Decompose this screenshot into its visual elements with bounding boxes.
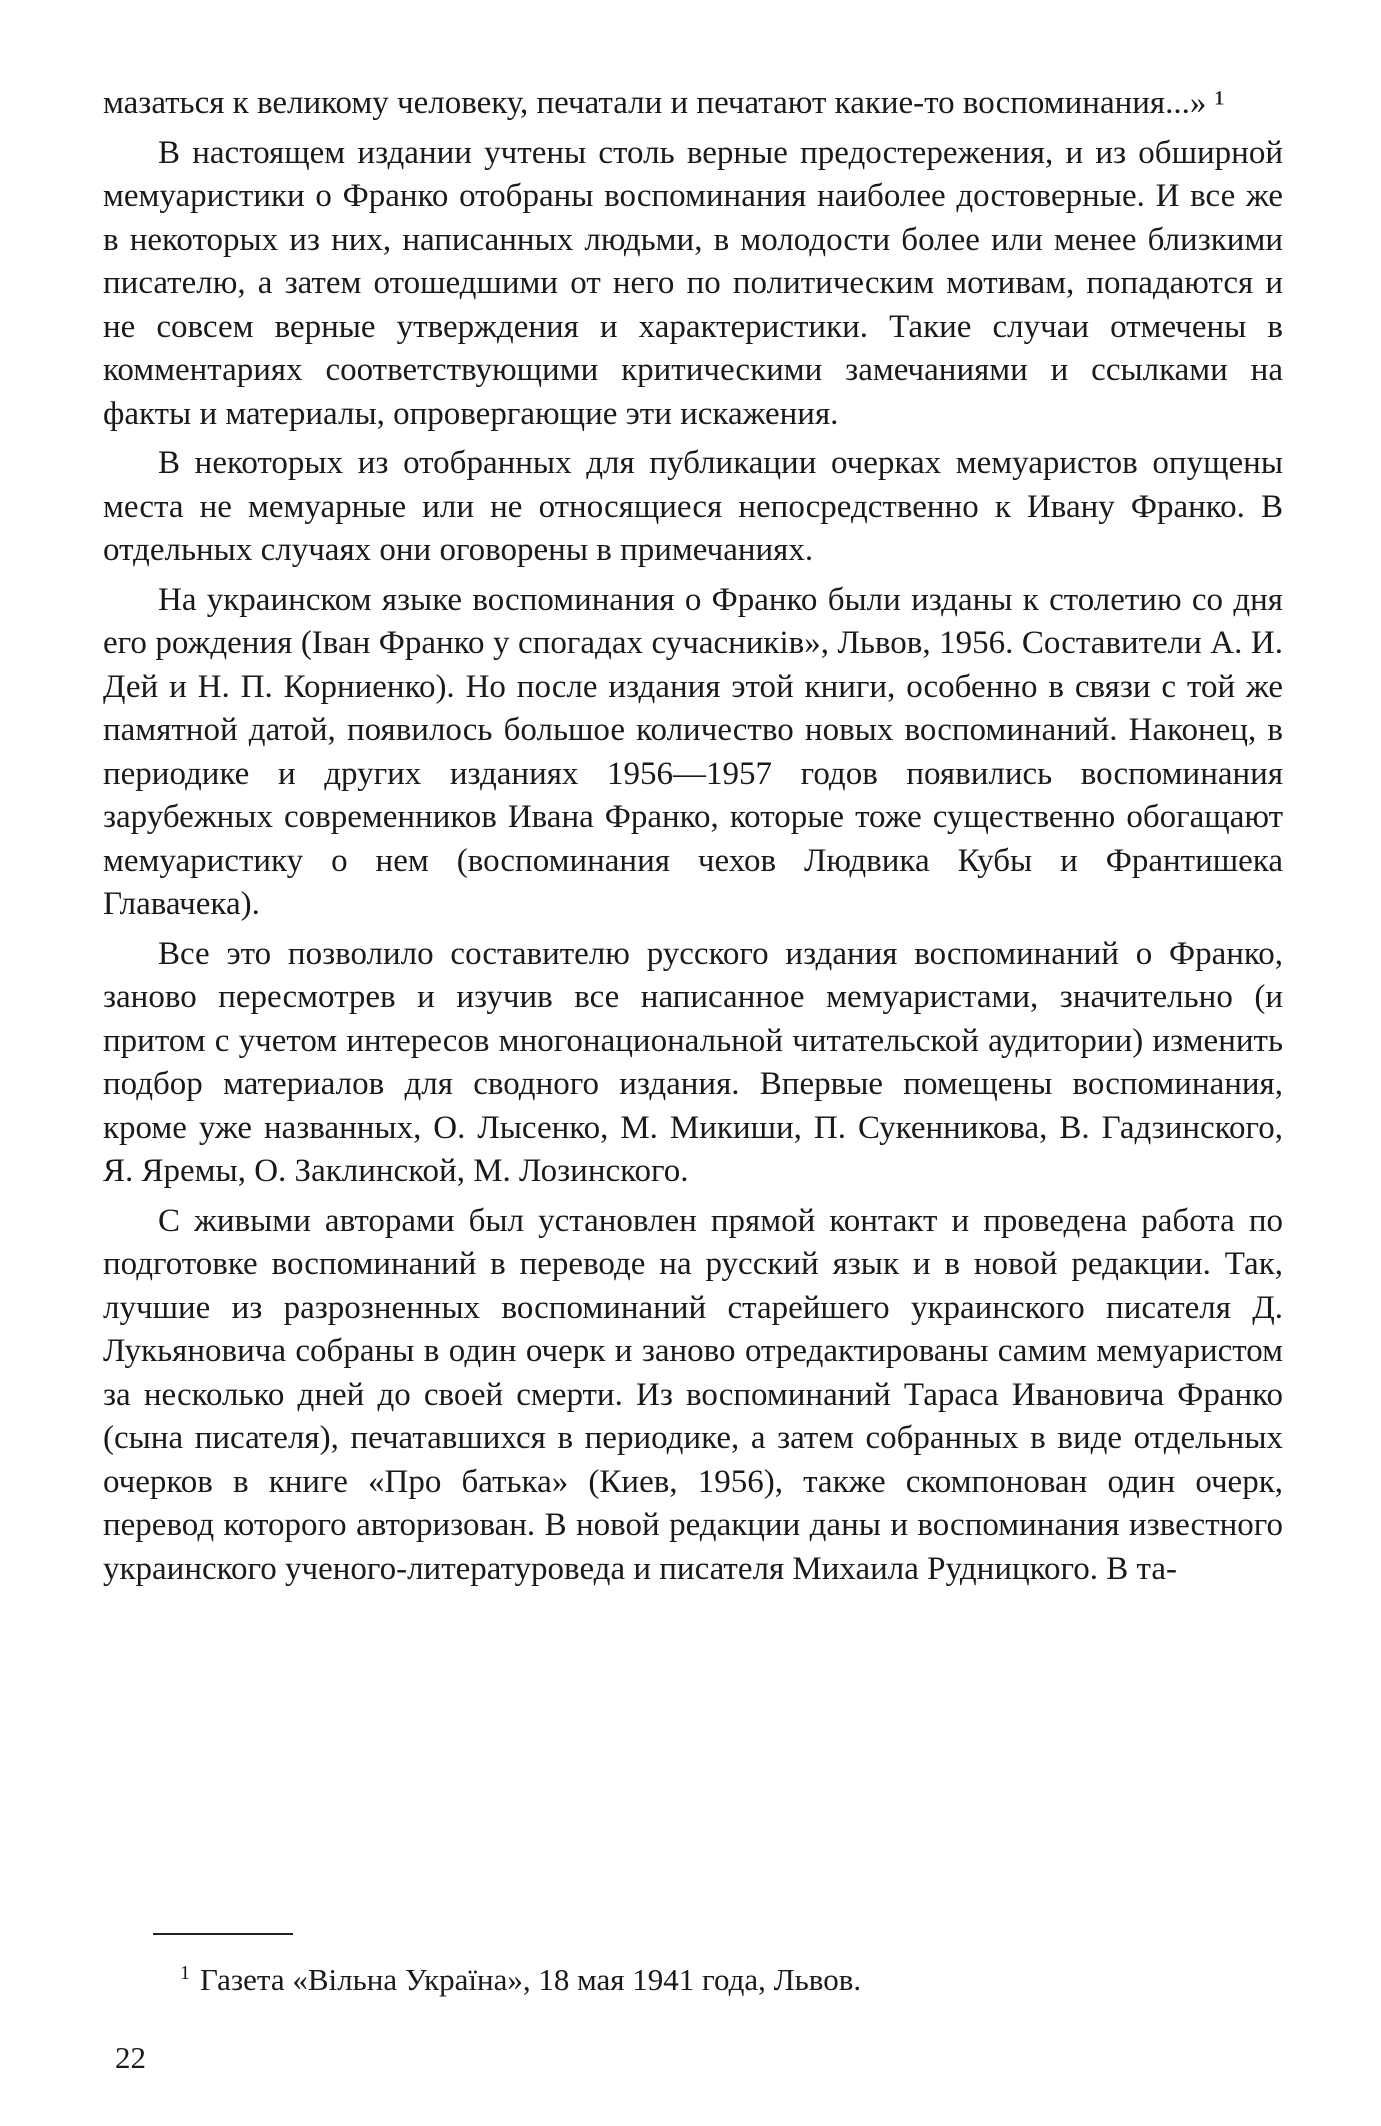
footnote-mark: 1 — [180, 1961, 190, 1984]
paragraph-4: На украинском языке воспоминания о Франко были изданы к столетию со дня его рождения (Іван Франко у спогадах сучасників», Львов, 1956. Составители А. И. Дей и Н. П. Корниенко). Но после издания этой книги, особенно в связи с той же памятной датой, появилось большое количество новых воспоминаний. Наконец, в периодике и других изданиях 1956—1957 годов появились воспоминания зарубежных современников Ивана Франко, которые тоже существенно обогащают мемуаристику о нем (воспоминания чехов Людвика Кубы и Франтишека Главачека). — [103, 581, 1283, 922]
paragraph-3: В некоторых из отобранных для публикации очерках мемуаристов опущены места не мемуарные или не относящиеся непосредственно к Ивану Франко. В отдельных случаях они оговорены в примечаниях. — [103, 445, 1283, 568]
page-body — [103, 82, 1283, 1597]
paragraph-2: В настоящем издании учтены столь верные предостережения, и из обширной мемуаристики о Франко отобраны воспоминания наиболее достоверные. И все же в некоторых из них, написанных людьми, в молодости более или менее близкими писателю, а затем отошедшими от него по политическим мотивам, попадаются и не совсем верные утверждения и характеристики. Такие случаи отмечены в комментариях соответствующими критическими замечаниями и ссылками на факты и материалы, опровергающие эти искажения. — [103, 134, 1283, 432]
footnote-text: Газета «Вільна Україна», 18 мая 1941 года, Львов. — [200, 1962, 862, 1997]
footnote-divider — [153, 1933, 293, 1935]
page-number: 22 — [115, 2040, 146, 2075]
paragraph-6: С живыми авторами был установлен прямой контакт и проведена работа по подготовке воспоминаний в переводе на русский язык и в новой редакции. Так, лучшие из разрозненных воспоминаний старейшего украинского писателя Д. Лукьяновича собраны в один очерк и заново отредактированы самим мемуаристом за несколько дней до своей смерти. Из воспоминаний Тараса Ивановича Франко (сына писателя), печатавшихся в периодике, а затем собранных в виде отдельных очерков в книге «Про батька» (Киев, 1956), также скомпонован один очерк, перевод которого авторизован. В новой редакции даны и воспоминания известного украинского ученого-литературоведа и писателя Михаила Рудницкого. В та- — [103, 1202, 1283, 1587]
paragraph-1: мазаться к великому человеку, печатали и печатают какие-то воспоминания...» ¹ — [103, 85, 1225, 121]
footnote — [180, 1960, 1280, 2000]
paragraph-5: Все это позволило составителю русского издания воспоминаний о Франко, заново пересмотрев и изучив все написанное мемуаристами, значительно (и притом с учетом интересов многонациональной читательской аудитории) изменить подбор материалов для сводного издания. Впервые помещены воспоминания, кроме уже названных, О. Лысенко, М. Микиши, П. Сукенникова, В. Гадзинского, Я. Яремы, О. Заклинской, М. Лозинского. — [103, 935, 1283, 1189]
